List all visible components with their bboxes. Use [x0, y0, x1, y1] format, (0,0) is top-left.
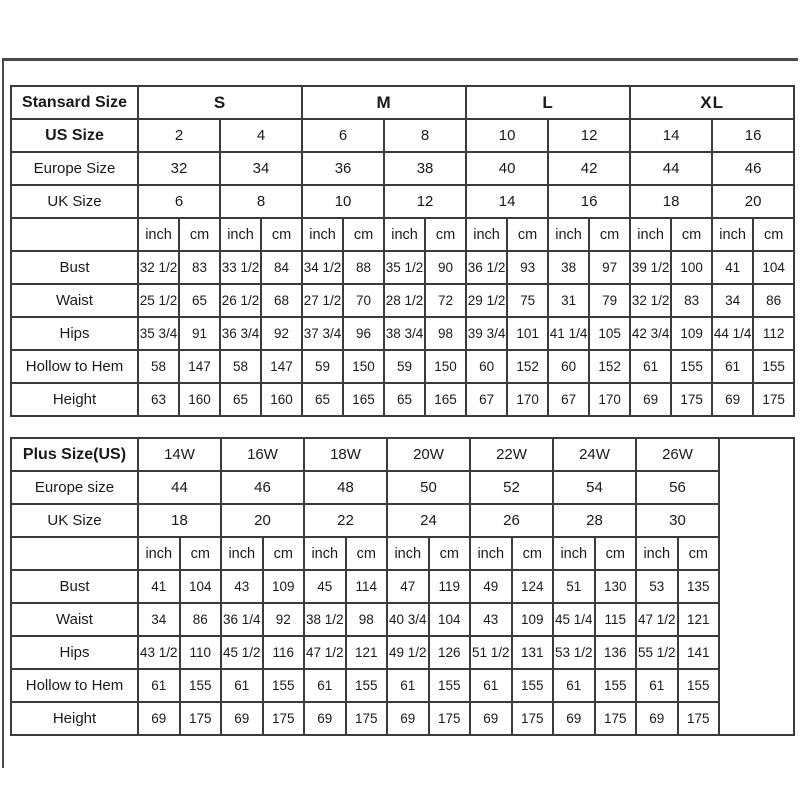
- size-value-cell: 10: [302, 185, 384, 218]
- measure-value-cell: 38 3/4: [384, 317, 425, 350]
- plus-table-blank-column: [719, 438, 794, 735]
- measure-value-cell: 130: [595, 570, 637, 603]
- size-value-cell: 2: [138, 119, 220, 152]
- measure-value-cell: 69: [553, 702, 595, 735]
- measure-value-cell: 36 3/4: [220, 317, 261, 350]
- measure-value-cell: 65: [302, 383, 343, 416]
- size-value-cell: 44: [138, 471, 221, 504]
- measure-value-cell: 63: [138, 383, 179, 416]
- measure-value-cell: 26 1/2: [220, 284, 261, 317]
- measure-value-cell: 92: [263, 603, 305, 636]
- measure-value-cell: 115: [595, 603, 637, 636]
- measure-value-cell: 136: [595, 636, 637, 669]
- measure-value-cell: 60: [548, 350, 589, 383]
- measure-row: [11, 669, 794, 702]
- measure-value-cell: 69: [221, 702, 263, 735]
- measure-value-cell: 79: [589, 284, 630, 317]
- size-value-cell: 44: [630, 152, 712, 185]
- units-corner-empty-cell: [11, 218, 138, 251]
- measure-value-cell: 37 3/4: [302, 317, 343, 350]
- measure-value-cell: 34: [712, 284, 753, 317]
- measure-value-cell: 75: [507, 284, 548, 317]
- measure-value-cell: 155: [678, 669, 720, 702]
- plus-size-table: [10, 437, 795, 736]
- size-value-cell: 46: [712, 152, 794, 185]
- unit-inch-label: inch: [384, 218, 425, 251]
- measure-value-cell: 175: [346, 702, 388, 735]
- size-group-l: L: [466, 86, 630, 119]
- unit-cm-label: cm: [343, 218, 384, 251]
- measure-row: [11, 284, 794, 317]
- measure-value-cell: 65: [179, 284, 220, 317]
- units-corner-empty-cell: [11, 537, 138, 570]
- measure-row-label: Bust: [11, 251, 138, 284]
- size-value-cell: 38: [384, 152, 466, 185]
- unit-inch-label: inch: [138, 537, 180, 570]
- measure-value-cell: 70: [343, 284, 384, 317]
- measure-value-cell: 61: [470, 669, 512, 702]
- unit-cm-label: cm: [180, 537, 222, 570]
- units-row: [11, 537, 794, 570]
- measure-value-cell: 105: [589, 317, 630, 350]
- measure-value-cell: 69: [387, 702, 429, 735]
- standard-size-table: [10, 85, 795, 417]
- measure-value-cell: 59: [302, 350, 343, 383]
- measure-row-label: Hollow to Hem: [11, 669, 138, 702]
- measure-value-cell: 47: [387, 570, 429, 603]
- measure-value-cell: 39 1/2: [630, 251, 671, 284]
- measure-value-cell: 43: [221, 570, 263, 603]
- measure-value-cell: 96: [343, 317, 384, 350]
- size-value-cell: 48: [304, 471, 387, 504]
- size-value-cell: 20: [221, 504, 304, 537]
- measure-row: [11, 317, 794, 350]
- measure-value-cell: 69: [636, 702, 678, 735]
- size-value-cell: 12: [384, 185, 466, 218]
- measure-value-cell: 41: [712, 251, 753, 284]
- unit-cm-label: cm: [425, 218, 466, 251]
- size-value-cell: 36: [302, 152, 384, 185]
- measure-value-cell: 175: [263, 702, 305, 735]
- measure-value-cell: 155: [180, 669, 222, 702]
- plus-size-title: Plus Size(US): [11, 438, 138, 471]
- measure-row: [11, 350, 794, 383]
- measure-value-cell: 92: [261, 317, 302, 350]
- measure-value-cell: 155: [429, 669, 471, 702]
- measure-value-cell: 109: [263, 570, 305, 603]
- measure-value-cell: 25 1/2: [138, 284, 179, 317]
- size-value-cell: 16: [548, 185, 630, 218]
- measure-value-cell: 47 1/2: [636, 603, 678, 636]
- size-value-cell: 10: [466, 119, 548, 152]
- size-value-cell: 56: [636, 471, 719, 504]
- unit-inch-label: inch: [470, 537, 512, 570]
- measure-value-cell: 104: [429, 603, 471, 636]
- measure-value-cell: 61: [553, 669, 595, 702]
- measure-value-cell: 32 1/2: [630, 284, 671, 317]
- unit-inch-label: inch: [302, 218, 343, 251]
- plus-size-value-cell: 20W: [387, 438, 470, 471]
- measure-row-label: Hips: [11, 317, 138, 350]
- size-value-cell: 28: [553, 504, 636, 537]
- measure-value-cell: 152: [507, 350, 548, 383]
- measure-value-cell: 28 1/2: [384, 284, 425, 317]
- measure-value-cell: 119: [429, 570, 471, 603]
- measure-value-cell: 141: [678, 636, 720, 669]
- plus-size-value-cell: 16W: [221, 438, 304, 471]
- measure-value-cell: 53: [636, 570, 678, 603]
- size-value-cell: 18: [630, 185, 712, 218]
- measure-value-cell: 84: [261, 251, 302, 284]
- measure-value-cell: 100: [671, 251, 712, 284]
- measure-value-cell: 150: [343, 350, 384, 383]
- measure-value-cell: 35 1/2: [384, 251, 425, 284]
- size-value-cell: 50: [387, 471, 470, 504]
- unit-inch-label: inch: [221, 537, 263, 570]
- measure-value-cell: 175: [678, 702, 720, 735]
- measure-value-cell: 135: [678, 570, 720, 603]
- measure-value-cell: 155: [595, 669, 637, 702]
- size-value-cell: 6: [138, 185, 220, 218]
- size-value-cell: 54: [553, 471, 636, 504]
- measure-value-cell: 69: [630, 383, 671, 416]
- size-group-s: S: [138, 86, 302, 119]
- unit-inch-label: inch: [553, 537, 595, 570]
- measure-value-cell: 175: [753, 383, 794, 416]
- measure-value-cell: 155: [753, 350, 794, 383]
- measure-value-cell: 44 1/4: [712, 317, 753, 350]
- measure-value-cell: 38 1/2: [304, 603, 346, 636]
- size-system-row: [11, 185, 794, 218]
- size-system-label: UK Size: [11, 504, 138, 537]
- measure-value-cell: 58: [220, 350, 261, 383]
- measure-value-cell: 98: [425, 317, 466, 350]
- size-system-label: Europe size: [11, 471, 138, 504]
- measure-value-cell: 160: [179, 383, 220, 416]
- size-value-cell: 34: [220, 152, 302, 185]
- size-value-cell: 12: [548, 119, 630, 152]
- measure-value-cell: 51: [553, 570, 595, 603]
- measure-value-cell: 45 1/2: [221, 636, 263, 669]
- measure-value-cell: 42 3/4: [630, 317, 671, 350]
- measure-value-cell: 90: [425, 251, 466, 284]
- measure-value-cell: 45: [304, 570, 346, 603]
- measure-value-cell: 29 1/2: [466, 284, 507, 317]
- measure-value-cell: 110: [180, 636, 222, 669]
- measure-value-cell: 43: [470, 603, 512, 636]
- unit-cm-label: cm: [589, 218, 630, 251]
- size-group-m: M: [302, 86, 466, 119]
- measure-value-cell: 47 1/2: [304, 636, 346, 669]
- measure-value-cell: 27 1/2: [302, 284, 343, 317]
- measure-value-cell: 34: [138, 603, 180, 636]
- measure-value-cell: 55 1/2: [636, 636, 678, 669]
- unit-inch-label: inch: [548, 218, 589, 251]
- measure-value-cell: 114: [346, 570, 388, 603]
- measure-value-cell: 68: [261, 284, 302, 317]
- measure-value-cell: 61: [387, 669, 429, 702]
- measure-row: [11, 251, 794, 284]
- unit-inch-label: inch: [387, 537, 429, 570]
- measure-value-cell: 33 1/2: [220, 251, 261, 284]
- measure-value-cell: 39 3/4: [466, 317, 507, 350]
- measure-value-cell: 175: [180, 702, 222, 735]
- measure-value-cell: 36 1/4: [221, 603, 263, 636]
- plus-size-value-cell: 24W: [553, 438, 636, 471]
- measure-row-label: Hollow to Hem: [11, 350, 138, 383]
- measure-value-cell: 131: [512, 636, 554, 669]
- plus-size-value-cell: 22W: [470, 438, 553, 471]
- plus-size-value-cell: 26W: [636, 438, 719, 471]
- measure-value-cell: 147: [179, 350, 220, 383]
- measure-value-cell: 61: [138, 669, 180, 702]
- size-system-label: Europe Size: [11, 152, 138, 185]
- size-value-cell: 32: [138, 152, 220, 185]
- measure-value-cell: 152: [589, 350, 630, 383]
- measure-value-cell: 170: [589, 383, 630, 416]
- unit-inch-label: inch: [220, 218, 261, 251]
- measure-row-label: Waist: [11, 603, 138, 636]
- measure-value-cell: 160: [261, 383, 302, 416]
- measure-value-cell: 58: [138, 350, 179, 383]
- measure-value-cell: 83: [179, 251, 220, 284]
- measure-value-cell: 60: [466, 350, 507, 383]
- measure-value-cell: 69: [138, 702, 180, 735]
- measure-value-cell: 34 1/2: [302, 251, 343, 284]
- measure-value-cell: 41 1/4: [548, 317, 589, 350]
- measure-value-cell: 170: [507, 383, 548, 416]
- measure-value-cell: 86: [180, 603, 222, 636]
- size-value-cell: 8: [384, 119, 466, 152]
- measure-value-cell: 150: [425, 350, 466, 383]
- size-value-cell: 14: [466, 185, 548, 218]
- measure-value-cell: 40 3/4: [387, 603, 429, 636]
- measure-value-cell: 35 3/4: [138, 317, 179, 350]
- measure-value-cell: 86: [753, 284, 794, 317]
- measure-value-cell: 45 1/4: [553, 603, 595, 636]
- measure-value-cell: 36 1/2: [466, 251, 507, 284]
- units-row: [11, 218, 794, 251]
- measure-value-cell: 121: [346, 636, 388, 669]
- measure-value-cell: 165: [425, 383, 466, 416]
- measure-value-cell: 97: [589, 251, 630, 284]
- measure-row: [11, 383, 794, 416]
- unit-cm-label: cm: [595, 537, 637, 570]
- measure-value-cell: 51 1/2: [470, 636, 512, 669]
- measure-value-cell: 65: [220, 383, 261, 416]
- measure-value-cell: 91: [179, 317, 220, 350]
- plus-size-header-row: [11, 438, 794, 471]
- measure-value-cell: 61: [712, 350, 753, 383]
- measure-value-cell: 155: [263, 669, 305, 702]
- measure-value-cell: 69: [470, 702, 512, 735]
- unit-cm-label: cm: [179, 218, 220, 251]
- measure-value-cell: 61: [304, 669, 346, 702]
- measure-value-cell: 112: [753, 317, 794, 350]
- size-system-label: US Size: [11, 119, 138, 152]
- measure-value-cell: 41: [138, 570, 180, 603]
- unit-cm-label: cm: [346, 537, 388, 570]
- size-value-cell: 22: [304, 504, 387, 537]
- measure-value-cell: 155: [671, 350, 712, 383]
- measure-value-cell: 43 1/2: [138, 636, 180, 669]
- size-value-cell: 26: [470, 504, 553, 537]
- unit-cm-label: cm: [512, 537, 554, 570]
- size-system-row: [11, 152, 794, 185]
- measure-value-cell: 69: [304, 702, 346, 735]
- measure-row: [11, 702, 794, 735]
- measure-value-cell: 61: [636, 669, 678, 702]
- measure-row-label: Bust: [11, 570, 138, 603]
- size-system-row: [11, 119, 794, 152]
- measure-value-cell: 32 1/2: [138, 251, 179, 284]
- size-value-cell: 18: [138, 504, 221, 537]
- size-system-row: [11, 471, 794, 504]
- measure-value-cell: 124: [512, 570, 554, 603]
- measure-value-cell: 109: [671, 317, 712, 350]
- measure-value-cell: 116: [263, 636, 305, 669]
- plus-size-value-cell: 14W: [138, 438, 221, 471]
- plus-size-value-cell: 18W: [304, 438, 387, 471]
- unit-inch-label: inch: [466, 218, 507, 251]
- measure-value-cell: 109: [512, 603, 554, 636]
- measure-value-cell: 88: [343, 251, 384, 284]
- unit-inch-label: inch: [630, 218, 671, 251]
- unit-cm-label: cm: [671, 218, 712, 251]
- measure-value-cell: 49 1/2: [387, 636, 429, 669]
- measure-value-cell: 53 1/2: [553, 636, 595, 669]
- size-value-cell: 52: [470, 471, 553, 504]
- measure-value-cell: 61: [221, 669, 263, 702]
- measure-value-cell: 175: [595, 702, 637, 735]
- measure-value-cell: 67: [548, 383, 589, 416]
- unit-cm-label: cm: [261, 218, 302, 251]
- measure-row-label: Height: [11, 383, 138, 416]
- size-value-cell: 40: [466, 152, 548, 185]
- unit-inch-label: inch: [304, 537, 346, 570]
- standard-size-title: Stansard Size: [11, 86, 138, 119]
- size-value-cell: 46: [221, 471, 304, 504]
- measure-row: [11, 636, 794, 669]
- size-value-cell: 4: [220, 119, 302, 152]
- measure-value-cell: 175: [429, 702, 471, 735]
- size-system-label: UK Size: [11, 185, 138, 218]
- measure-value-cell: 67: [466, 383, 507, 416]
- measure-value-cell: 175: [671, 383, 712, 416]
- measure-row-label: Hips: [11, 636, 138, 669]
- measure-value-cell: 93: [507, 251, 548, 284]
- size-value-cell: 30: [636, 504, 719, 537]
- unit-cm-label: cm: [507, 218, 548, 251]
- measure-value-cell: 155: [512, 669, 554, 702]
- measure-value-cell: 155: [346, 669, 388, 702]
- size-group-xl: XL: [630, 86, 794, 119]
- size-value-cell: 8: [220, 185, 302, 218]
- measure-value-cell: 165: [343, 383, 384, 416]
- unit-inch-label: inch: [138, 218, 179, 251]
- measure-value-cell: 31: [548, 284, 589, 317]
- unit-inch-label: inch: [712, 218, 753, 251]
- size-value-cell: 14: [630, 119, 712, 152]
- measure-value-cell: 98: [346, 603, 388, 636]
- unit-cm-label: cm: [263, 537, 305, 570]
- size-value-cell: 6: [302, 119, 384, 152]
- size-group-row: [11, 86, 794, 119]
- unit-inch-label: inch: [636, 537, 678, 570]
- size-value-cell: 24: [387, 504, 470, 537]
- measure-row: [11, 603, 794, 636]
- measure-value-cell: 65: [384, 383, 425, 416]
- measure-value-cell: 104: [180, 570, 222, 603]
- measure-row-label: Height: [11, 702, 138, 735]
- measure-value-cell: 59: [384, 350, 425, 383]
- measure-value-cell: 61: [630, 350, 671, 383]
- measure-value-cell: 126: [429, 636, 471, 669]
- measure-value-cell: 121: [678, 603, 720, 636]
- unit-cm-label: cm: [753, 218, 794, 251]
- measure-value-cell: 101: [507, 317, 548, 350]
- measure-value-cell: 175: [512, 702, 554, 735]
- size-value-cell: 42: [548, 152, 630, 185]
- unit-cm-label: cm: [429, 537, 471, 570]
- measure-value-cell: 72: [425, 284, 466, 317]
- measure-value-cell: 104: [753, 251, 794, 284]
- size-value-cell: 16: [712, 119, 794, 152]
- measure-value-cell: 49: [470, 570, 512, 603]
- size-value-cell: 20: [712, 185, 794, 218]
- measure-value-cell: 69: [712, 383, 753, 416]
- unit-cm-label: cm: [678, 537, 720, 570]
- measure-value-cell: 147: [261, 350, 302, 383]
- measure-value-cell: 83: [671, 284, 712, 317]
- measure-row: [11, 570, 794, 603]
- size-system-row: [11, 504, 794, 537]
- measure-row-label: Waist: [11, 284, 138, 317]
- measure-value-cell: 38: [548, 251, 589, 284]
